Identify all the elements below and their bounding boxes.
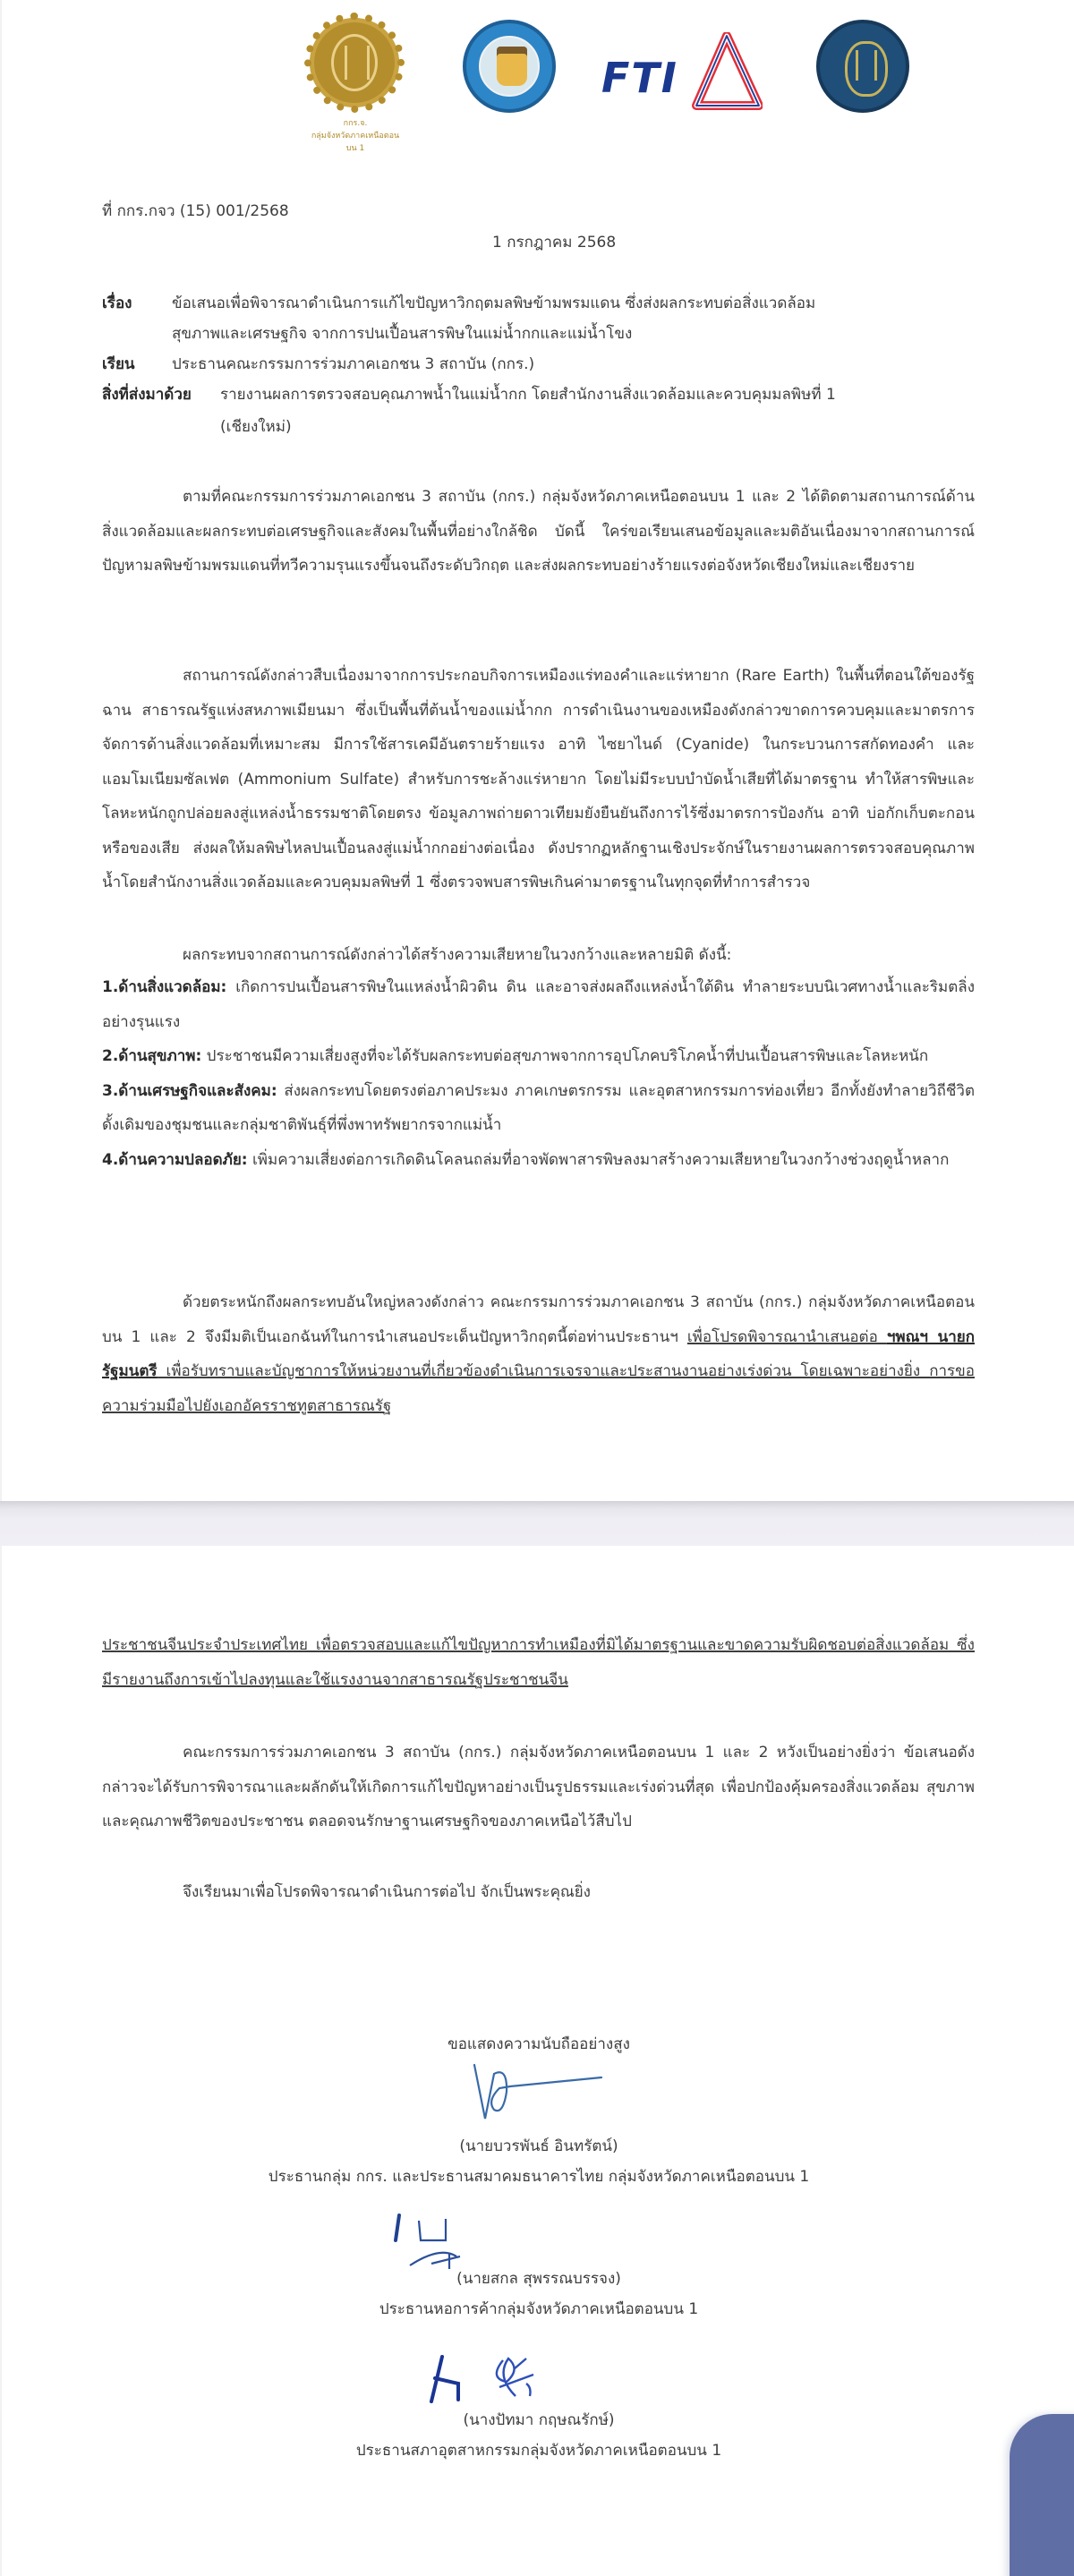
letter-date: 1 กรกฎาคม 2568: [492, 234, 617, 252]
signer-2-name: (นายสกล สุพรรณบรรจง): [456, 2270, 621, 2288]
signer-1-name: (นายบวรพันธ์ อินทรัตน์): [459, 2137, 618, 2155]
impact-item-health: 2.ด้านสุขภาพ: ประชาชนมีความเสี่ยงสูงที่จะได้รับผลกระทบต่อสุขภาพจากการอุปโภคบริโภคน้ำที่ปนเปื้อนสารพิษและโลหะหนัก: [102, 1047, 929, 1065]
fti-logo-text: FTI: [601, 54, 678, 102]
signature-3-icon: [428, 2351, 562, 2414]
subject-label: เรื่อง: [102, 294, 132, 312]
gear-seal-logo: [306, 16, 405, 153]
logo-caption-group: กลุ่มจังหวัดภาคเหนือตอนบน 1: [311, 132, 400, 153]
letterhead-logos: [306, 16, 915, 153]
enclosure-line-2: (เชียงใหม่): [220, 418, 292, 436]
paragraph-request: ด้วยตระหนักถึงผลกระทบอันใหญ่หลวงดังกล่าว คณะกรรมการร่วมภาคเอกชน 3 สถาบัน (กกร.) กลุ่มจังหวัดภาคเหนือตอนบน 1 และ 2 จึงมีมติเป็นเอกฉันท์ในการนำเสนอประเด็นปัญหาวิกฤตนี้ต่อท่านประธานฯ เพื่อโปรดพิจารณานำเสนอต่อ ฯพณฯ นายกรัฐมนตรี เพื่อรับทราบและบัญชาการให้หน่วยงานที่เกี่ยวข้องดำเนินการเจรจาและประสานงานอย่างเร่งด่วน โดยเฉพาะอย่างยิ่ง การขอความร่วมมือไปยังเอกอัครราชทูตสาธารณรัฐ: [102, 1293, 975, 1415]
signer-2-title: ประธานหอการค้ากลุ่มจังหวัดภาคเหนือตอนบน 1: [379, 2300, 699, 2318]
impact-item-environment: 1.ด้านสิ่งแวดล้อม: เกิดการปนเปื้อนสารพิษในแหล่งน้ำผิวดิน ดิน และอาจส่งผลถึงแหล่งน้ำใต้ดิน ทำลายระบบนิเวศทางน้ำและริมตลิ่งอย่างรุนแรง: [102, 978, 975, 1031]
enclosure-line-1: รายงานผลการตรวจสอบคุณภาพน้ำในแม่น้ำกก โดยสำนักงานสิ่งแวดล้อมและควบคุมมลพิษที่ 1: [220, 386, 836, 404]
impact-item-economy-society: 3.ด้านเศรษฐกิจและสังคม: ส่งผลกระทบโดยตรงต่อภาคประมง ภาคเกษตรกรรม และอุตสาหกรรมการท่องเที่ยว อีกทั้งยังทำลายวิถีชีวิตดั้งเดิมของชุมชนและกลุ่มชาติพันธุ์ที่พึ่งพาทรัพยากรจากแม่น้ำ: [102, 1081, 975, 1134]
subject-line-2: สุขภาพและเศรษฐกิจ จากการปนเปื้อนสารพิษในแม่น้ำกกและแม่น้ำโขง: [172, 325, 633, 343]
dark-blue-round-seal-logo: [816, 20, 909, 113]
signer-1-title: ประธานกลุ่ม กกร. และประธานสมาคมธนาคารไทย กลุ่มจังหวัดภาคเหนือตอนบน 1: [268, 2168, 810, 2186]
fti-logo: [601, 32, 771, 113]
paragraph-impacts-intro: ผลกระทบจากสถานการณ์ดังกล่าวได้สร้างความเสียหายในวงกว้างและหลายมิติ ดังนี้:: [183, 946, 732, 964]
signer-3-name: (นางปัทมา กฤษณรักษ์): [463, 2411, 615, 2429]
complimentary-close: ขอแสดงความนับถืออย่างสูง: [448, 2035, 630, 2053]
paragraph-background: ตามที่คณะกรรมการร่วมภาคเอกชน 3 สถาบัน (กกร.) กลุ่มจังหวัดภาคเหนือตอนบน 1 และ 2 ได้ติดตามสถานการณ์ด้านสิ่งแวดล้อมและผลกระทบต่อเศรษฐกิจและสังคมในพื้นที่อย่างใกล้ชิด บัดนี้ ใคร่ขอเรียนเสนอข้อมูลและมติอันเนื่องมาจากสถานการณ์ปัญหามลพิษข้ามพรมแดนที่ทวีความรุนแรงขึ้นจนถึงระดับวิกฤต และส่งผลกระทบอย่างร้ายแรงต่อจังหวัดเชียงใหม่และเชียงราย: [102, 488, 975, 575]
fti-triangle-icon: [691, 32, 763, 113]
paragraph-hope: คณะกรรมการร่วมภาคเอกชน 3 สถาบัน (กกร.) กลุ่มจังหวัดภาคเหนือตอนบน 1 และ 2 หวังเป็นอย่างยิ่งว่า ข้อเสนอดังกล่าวจะได้รับการพิจารณาและผลักดันให้เกิดการแก้ไขปัญหาอย่างเป็นรูปธรรมและเร่งด่วนที่สุด เพื่อปกป้องคุ้มครองสิ่งแวดล้อม สุขภาพ และคุณภาพชีวิตของประชาชน ตลอดจนรักษาฐานเศรษฐกิจของภาคเหนือไว้สืบไป: [102, 1744, 975, 1830]
signature-2-icon: [387, 2210, 494, 2273]
page-break-gap: [0, 1501, 1074, 1546]
signature-1-icon: [467, 2056, 610, 2128]
paragraph-cause: สถานการณ์ดังกล่าวสืบเนื่องมาจากการประกอบกิจการเหมืองแร่ทองคำและแร่หายาก (Rare Earth) ในพื้นที่ตอนใต้ของรัฐฉาน สาธารณรัฐแห่งสหภาพเมียนมา ซึ่งเป็นพื้นที่ต้นน้ำของแม่น้ำกก การดำเนินงานของเหมืองดังกล่าวขาดการควบคุมและมาตรการจัดการด้านสิ่งแวดล้อมที่เหมาะสม มีการใช้สารเคมีอันตรายร้ายแรง อาทิ ไซยาไนด์ (Cyanide) ในกระบวนการสกัดทองคำ และแอมโมเนียมซัลเฟต (Ammonium Sulfate) สำหรับการชะล้างแร่หายาก โดยไม่มีระบบบำบัดน้ำเสียที่ได้มาตรฐาน ทำให้สารพิษและโลหะหนักถูกปล่อยลงสู่แหล่งน้ำธรรมชาติโดยตรง ข้อมูลภาพถ่ายดาวเทียมยังยืนยันถึงการไร้ซึ่งมาตรการป้องกัน อาทิ บ่อกักเก็บตะกอนหรือของเสีย ส่งผลให้มลพิษไหลปนเปื้อนลงสู่แม่น้ำกกอย่างต่อเนื่อง ดังปรากฏหลักฐานเชิงประจักษ์ในรายงานผลการตรวจสอบคุณภาพน้ำโดยสำนักงานสิ่งแวดล้อมและควบคุมมลพิษที่ 1 ซึ่งตรวจพบสารพิษเกินค่ามาตรฐานในทุกจุดที่ทำการสำรวจ: [102, 667, 975, 891]
floating-action-button[interactable]: [1010, 2414, 1074, 2576]
impact-item-safety: 4.ด้านความปลอดภัย: เพิ่มความเสี่ยงต่อการเกิดดินโคลนถล่มที่อาจพัดพาสารพิษลงมาสร้างความเสียหายในวงกว้างช่วงฤดูน้ำหลาก: [102, 1150, 950, 1169]
reference-number: ที่ กกร.กจว (15) 001/2568: [102, 202, 289, 220]
signer-3-title: ประธานสภาอุตสาหกรรมกลุ่มจังหวัดภาคเหนือตอนบน 1: [355, 2442, 722, 2460]
enclosure-label: สิ่งที่ส่งมาด้วย: [102, 386, 192, 404]
to-label: เรียน: [102, 355, 135, 373]
logo-caption-abbrev: กกร.จ.: [343, 119, 368, 128]
paragraph-request-continued: ประชาชนจีนประจำประเทศไทย เพื่อตรวจสอบและแก้ไขปัญหาการทำเหมืองที่มิได้มาตรฐานและขาดความรับผิดชอบต่อสิ่งแวดล้อม ซึ่งมีรายงานถึงการเข้าไปลงทุนและใช้แรงงานจากสาธารณรัฐประชาชนจีน: [102, 1636, 975, 1689]
blue-round-seal-logo: [463, 20, 556, 113]
impact-list: [102, 970, 975, 1177]
document-page-2: [0, 1546, 1074, 2576]
subject-line-1: ข้อเสนอเพื่อพิจารณาดำเนินการแก้ไขปัญหาวิกฤตมลพิษข้ามพรมแดน ซึ่งส่งผลกระทบต่อสิ่งแวดล้อม: [172, 294, 816, 312]
recipient: ประธานคณะกรรมการร่วมภาคเอกชน 3 สถาบัน (กกร.): [172, 355, 535, 373]
closing-request: จึงเรียนมาเพื่อโปรดพิจารณาดำเนินการต่อไป จักเป็นพระคุณยิ่ง: [183, 1883, 591, 1901]
